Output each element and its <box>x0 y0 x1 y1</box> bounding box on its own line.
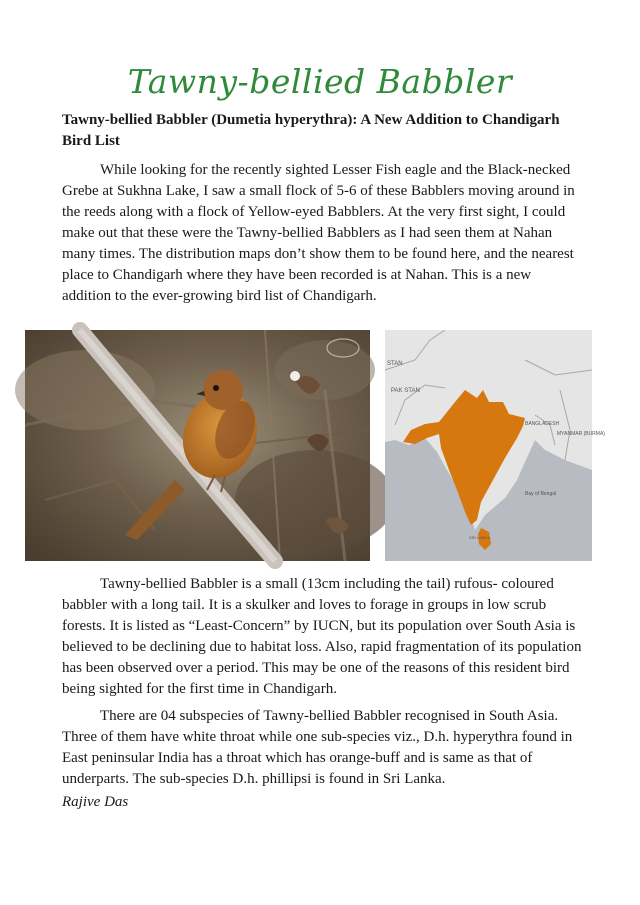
map-label-stan: STAN <box>387 361 403 367</box>
paragraph-3-text: There are 04 subspecies of Tawny-bellied Babbler recognised in South Asia. Three of them have white throat while one sub-species viz., D.h. hyperythra found in East peninsular India has a throat which has orange-buff and is same as that of underparts. The sub-species D.h. phillipsi is found in Sri Lanka. <box>62 708 573 787</box>
distribution-map <box>385 330 605 561</box>
page-title: Tawny-bellied Babbler <box>127 62 513 101</box>
map-label-srilanka: SRI LANKA <box>469 535 490 540</box>
paragraph-2 <box>62 574 582 700</box>
paragraph-2-text: Tawny-bellied Babbler is a small (13cm including the tail) rufous- coloured babbler with a long tail. It is a skulker and loves to forage in groups in low scrub forests. It is listed as “Least-Concern” by IUCN, but its population over South Asia is believed to be declining due to habitat loss. Also, rapid fragmentation of its population has been observed over a period. This may be one of the reasons of this resident bird being sighted for the first time in Chandigarh. <box>62 576 582 697</box>
map-label-pakistan: PAK STAN <box>391 388 420 394</box>
map-label-bay: Bay of Bengal <box>525 491 557 497</box>
paragraph-1 <box>62 160 582 307</box>
babbler-photo <box>25 330 370 561</box>
paragraph-3 <box>62 706 582 790</box>
author-name: Rajive Das <box>62 794 129 810</box>
map-label-bangladesh: BANGLADESH <box>525 421 560 427</box>
article-subtitle: Tawny-bellied Babbler (Dumetia hyperythra): A New Addition to Chandigarh Bird List <box>62 112 560 149</box>
paragraph-1-text: While looking for the recently sighted Lesser Fish eagle and the Black-necked Grebe at Sukhna Lake, I saw a small flock of 5-6 of these Babblers moving around in the reeds along with a flock of Yellow-eyed Babblers. At the very first sight, I could make out that these were the Tawny-bellied Babblers as I had seen them at Nahan many times. The distribution maps don’t show them to be found here, and the nearest place to Chandigarh where they have been recorded is at Nahan. This is a new addition to the ever-growing bird list of Chandigarh. <box>62 162 575 304</box>
map-label-myanmar: MYANMAR (BURMA) <box>557 431 605 437</box>
